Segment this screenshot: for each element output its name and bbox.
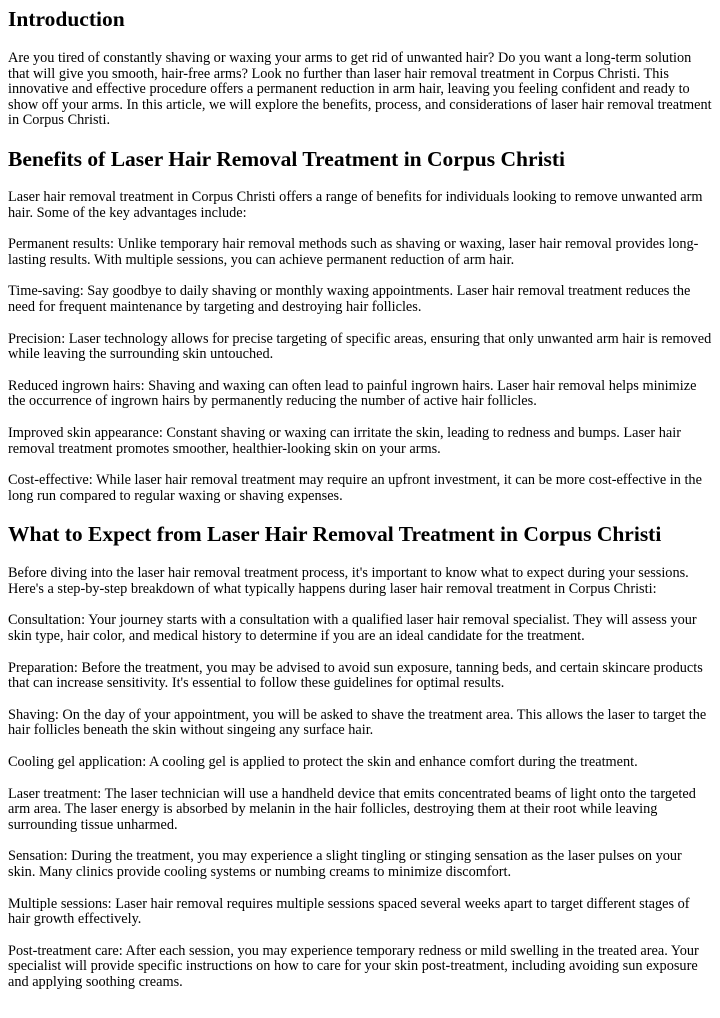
step-shaving: Shaving: On the day of your appointment, you will be asked to shave the treatment area. This allows the laser to target the hair follicles beneath the skin without singeing any surface hair. <box>8 706 707 739</box>
intro-paragraph: Are you tired of constantly shaving or waxing your arms to get rid of unwanted hair? Do you want a long-term solution that will give you smooth, hair-free arms? Look no further than laser hair removal treatment in Corpus Christi. This innovative and effective procedure offers a permanent reduction in arm hair, leaving you feeling confident and ready to show off your arms. In this article, we will explore the benefits, process, and considerations of laser hair removal treatment in Corpus Christi. <box>8 50 712 129</box>
expect-intro-paragraph: Before diving into the laser hair removal treatment process, it's important to know what to expect during your sessions. Here's a step-by-step breakdown of what typically happens during laser hair removal treatment in Corpus Christi: <box>8 565 689 597</box>
benefit-improved-skin: Improved skin appearance: Constant shaving or waxing can irritate the skin, leading to redness and bumps. Laser hair removal treatment promotes smoother, healthier-looking skin on your arms. <box>8 424 681 457</box>
benefit-permanent-results: Permanent results: Unlike temporary hair removal methods such as shaving or waxing, laser hair removal provides long-lasting results. With multiple sessions, you can achieve permanent reduction of arm hair. <box>8 236 699 268</box>
step-preparation: Preparation: Before the treatment, you may be advised to avoid sun exposure, tanning beds, and certain skincare products that can increase sensitivity. It's essential to follow these guidelines for optimal results. <box>8 659 703 692</box>
step-cooling-gel: Cooling gel application: A cooling gel is applied to protect the skin and enhance comfort during the treatment. <box>8 754 638 771</box>
step-sensation: Sensation: During the treatment, you may experience a slight tingling or stinging sensation as the laser pulses on your skin. Many clinics provide cooling systems or numbing creams to minimize discomfort. <box>8 848 682 880</box>
benefit-cost-effective: Cost-effective: While laser hair removal treatment may require an upfront investment, it can be more cost-effective in the long run compared to regular waxing or shaving expenses. <box>8 472 702 504</box>
benefit-time-saving: Time-saving: Say goodbye to daily shaving or monthly waxing appointments. Laser hair removal treatment reduces the need for frequent maintenance by targeting and destroying hair follicles. <box>8 283 691 315</box>
benefit-reduced-ingrown-hairs: Reduced ingrown hairs: Shaving and waxing can often lead to painful ingrown hairs. Laser hair removal helps minimize the occurrence of ingrown hairs by permanently reducing the number of active hair follicles. <box>8 377 697 410</box>
benefits-intro-paragraph: Laser hair removal treatment in Corpus Christi offers a range of benefits for individuals looking to remove unwanted arm hair. Some of the key advantages include: <box>8 188 703 221</box>
section-heading-introduction: Introduction <box>8 7 125 31</box>
benefit-precision: Precision: Laser technology allows for precise targeting of specific areas, ensuring that only unwanted arm hair is removed while leaving the surrounding skin untouched. <box>8 330 712 363</box>
section-heading-what-to-expect: What to Expect from Laser Hair Removal Treatment in Corpus Christi <box>8 522 662 547</box>
step-multiple-sessions: Multiple sessions: Laser hair removal requires multiple sessions spaced several weeks apart to target different stages of hair growth effectively. <box>8 895 690 928</box>
step-post-treatment-care: Post-treatment care: After each session, you may experience temporary redness or mild swelling in the treated area. Your specialist will provide specific instructions on how to care for your skin post-treatment, including avoiding sun exposure and applying soothing creams. <box>8 942 699 990</box>
step-laser-treatment: Laser treatment: The laser technician will use a handheld device that emits concentrated beams of light onto the targeted arm area. The laser energy is absorbed by melanin in the hair follicles, destroying them at their root while leaving surrounding tissue unharmed. <box>8 785 696 833</box>
section-heading-benefits: Benefits of Laser Hair Removal Treatment in Corpus Christi <box>8 146 565 171</box>
step-consultation: Consultation: Your journey starts with a consultation with a qualified laser hair removal specialist. They will assess your skin type, hair color, and medical history to determine if you are an ideal candidate for the treatment. <box>8 612 697 645</box>
